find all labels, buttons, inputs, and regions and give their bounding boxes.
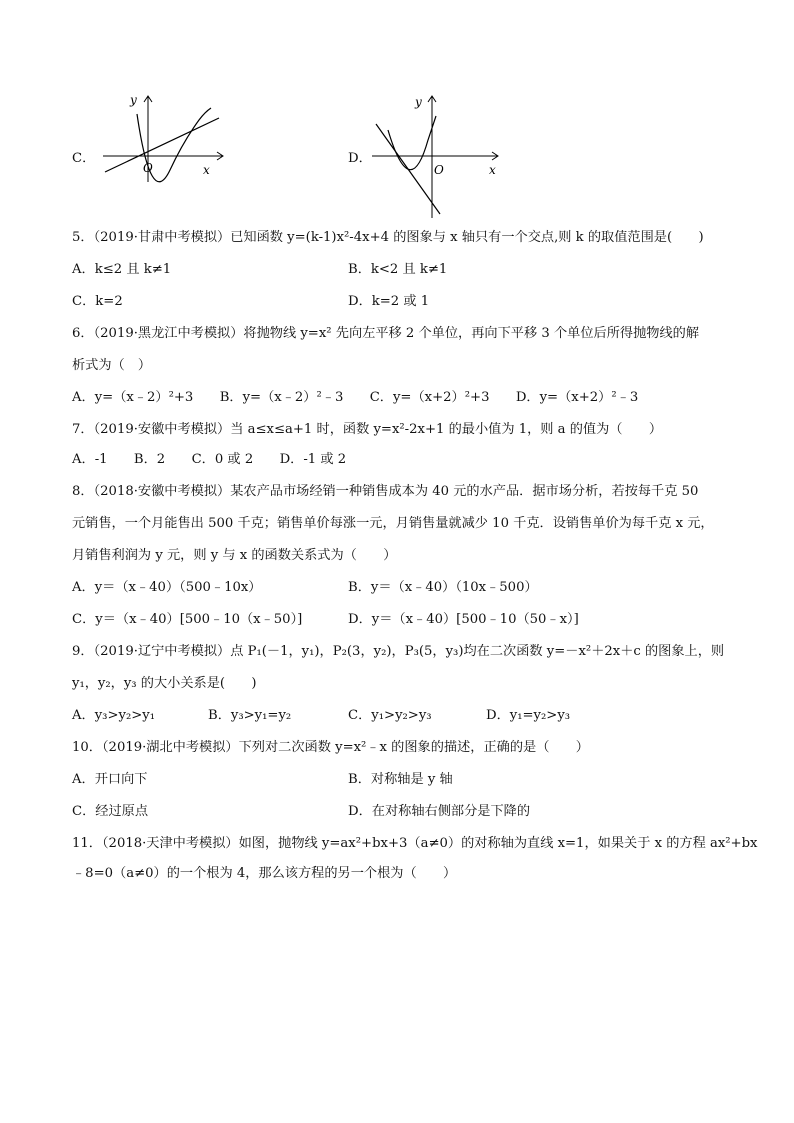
q11-stem-line2: ﹣8=0（a≠0）的一个根为 4，那么该方程的另一个根为（ ）: [72, 866, 457, 881]
line-d: [376, 124, 440, 214]
q6-options[interactable]: A．y=（x﹣2）²+3 B．y=（x﹣2）²﹣3 C．y=（x+2）²+3 D．y=（x+2）²﹣3: [72, 390, 639, 405]
q8-option-b[interactable]: B．y＝（x﹣40）（10x﹣500）: [348, 580, 538, 595]
q8-option-a[interactable]: A．y＝（x﹣40）（500﹣10x）: [72, 580, 262, 595]
origin-label-d: O: [434, 163, 444, 177]
q6-stem-line2: 析式为（ ）: [72, 358, 152, 373]
q8-stem-line2: 元销售，一个月能售出 500 千克；销售单价每涨一元，月销售量就减少 10 千克．设销售单价为每千克 x 元，: [72, 516, 714, 531]
q5-option-b[interactable]: B．k<2 且 k≠1: [348, 262, 448, 277]
y-axis-label-d: y: [415, 95, 422, 109]
q7-stem: 7．（2019·安徽中考模拟）当 a≤x≤a+1 时，函数 y=x²-2x+1 的最小值为 1，则 a 的值为（ ）: [72, 422, 663, 437]
graph-option-c: [95, 92, 230, 184]
graph-option-d: [368, 92, 503, 220]
option-d-label: D．: [348, 151, 372, 166]
q8-option-d[interactable]: D．y＝（x﹣40）[500﹣10（50﹣x）]: [348, 612, 579, 627]
q8-stem-line1: 8．（2018·安徽中考模拟）某农产品市场经销一种销售成本为 40 元的水产品．据市场分析，若按每千克 50: [72, 484, 699, 499]
q9-stem-line2: y₁，y₂，y₃ 的大小关系是( ): [72, 676, 257, 691]
origin-label-c: O: [143, 161, 153, 175]
y-axis-label-c: y: [130, 93, 137, 107]
q11-stem-line1: 11．（2018·天津中考模拟）如图，抛物线 y=ax²+bx+3（a≠0）的对称轴为直线 x=1，如果关于 x 的方程 ax²+bx: [72, 836, 758, 851]
parabola-d: [388, 116, 436, 170]
q10-stem: 10．（2019·湖北中考模拟）下列对二次函数 y=x²﹣x 的图象的描述，正确的是（ ）: [72, 740, 589, 755]
option-c-label: C．: [72, 151, 96, 166]
line-c: [105, 118, 219, 172]
q5-stem: 5．（2019·甘肃中考模拟）已知函数 y=(k-1)x²-4x+4 的图象与 x 轴只有一个交点,则 k 的取值范围是( ): [72, 230, 704, 245]
q5-option-d[interactable]: D．k=2 或 1: [348, 294, 430, 309]
q10-option-a[interactable]: A．开口向下: [72, 772, 148, 787]
x-axis-label-c: x: [203, 163, 210, 177]
q7-options[interactable]: A．-1 B．2 C．0 或 2 D．-1 或 2: [72, 452, 347, 467]
q10-option-d[interactable]: D．在对称轴右侧部分是下降的: [348, 804, 531, 819]
q9-option-c[interactable]: C．y₁>y₂>y₃: [348, 708, 432, 723]
q9-stem-line1: 9．（2019·辽宁中考模拟）点 P₁(－1，y₁)，P₂(3，y₂)，P₃(5，y₃)均在二次函数 y=－x²＋2x＋c 的图象上，则: [72, 644, 725, 659]
q5-option-c[interactable]: C．k=2: [72, 294, 123, 309]
q10-option-c[interactable]: C．经过原点: [72, 804, 149, 819]
q8-stem-line3: 月销售利润为 y 元，则 y 与 x 的函数关系式为（ ）: [72, 548, 397, 563]
q6-stem-line1: 6．（2019·黑龙江中考模拟）将抛物线 y=x² 先向左平移 2 个单位，再向下平移 3 个单位后所得抛物线的解: [72, 326, 700, 341]
q9-option-b[interactable]: B．y₃>y₁=y₂: [208, 708, 292, 723]
q10-option-b[interactable]: B．对称轴是 y 轴: [348, 772, 453, 787]
q9-option-a[interactable]: A．y₃>y₂>y₁: [72, 708, 156, 723]
q5-option-a[interactable]: A．k≤2 且 k≠1: [72, 262, 172, 277]
q9-option-d[interactable]: D．y₁=y₂>y₃: [486, 708, 571, 723]
x-axis-label-d: x: [489, 163, 496, 177]
q8-option-c[interactable]: C．y＝（x﹣40）[500﹣10（x﹣50）]: [72, 612, 303, 627]
